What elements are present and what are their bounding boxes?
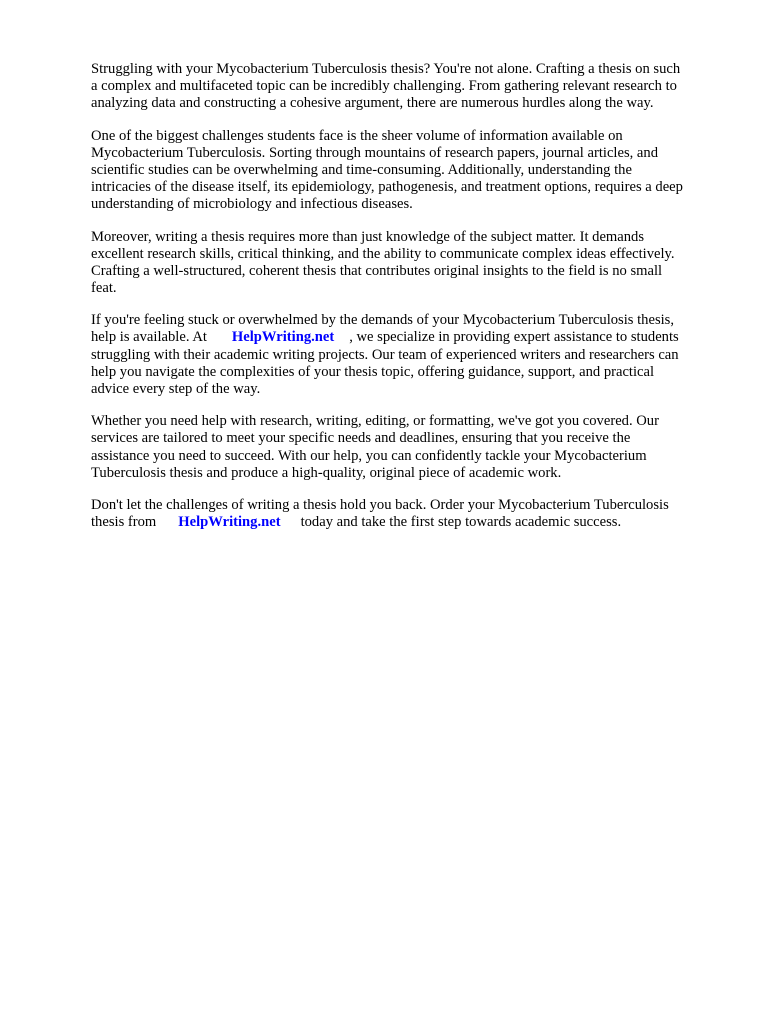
text-line: services are tailored to meet your specific needs and deadlines, ensuring that you receive the [91, 430, 631, 447]
text-line: Tuberculosis thesis and produce a high-quality, original piece of academic work. [91, 464, 562, 481]
text-line: Mycobacterium Tuberculosis. Sorting through mountains of research papers, journal articles, and [91, 144, 659, 161]
text-line: help you navigate the complexities of your thesis topic, offering guidance, support, and practical [91, 363, 655, 380]
text-line: intricacies of the disease itself, its epidemiology, pathogenesis, and treatment options, requires a deep [91, 179, 683, 196]
paragraph-help-available [91, 312, 731, 398]
paragraph-skills [91, 229, 731, 298]
text-line-with-link [91, 514, 731, 531]
paragraph-challenges [91, 128, 731, 214]
text-segment: , we specialize in providing expert assistance to students [349, 329, 679, 346]
text-line: Moreover, writing a thesis requires more than just knowledge of the subject matter. It demands [91, 228, 645, 245]
text-line: Crafting a well-structured, coherent thesis that contributes original insights to the field is no small [91, 262, 663, 279]
text-line: Struggling with your Mycobacterium Tuberculosis thesis? You're not alone. Crafting a thesis on such [91, 61, 681, 77]
text-line: excellent research skills, critical thinking, and the ability to communicate complex ideas effectively. [91, 245, 675, 262]
paragraph-call-to-action [91, 497, 731, 531]
text-line: Whether you need help with research, writing, editing, or formatting, we've got you covered. Our [91, 413, 659, 430]
text-segment: help is available. At [91, 329, 207, 346]
text-line: Don't let the challenges of writing a thesis hold you back. Order your Mycobacterium Tuberculosis [91, 496, 669, 513]
text-line: One of the biggest challenges students face is the sheer volume of information available on [91, 127, 623, 144]
text-line: If you're feeling stuck or overwhelmed by the demands of your Mycobacterium Tuberculosis thesis, [91, 312, 675, 329]
helpwriting-link[interactable]: HelpWriting.net [231, 329, 335, 346]
text-line: analyzing data and constructing a cohesive argument, there are numerous hurdles along the way. [91, 95, 654, 112]
text-line: assistance you need to succeed. With our help, you can confidently tackle your Mycobacterium [91, 447, 647, 464]
helpwriting-link[interactable]: HelpWriting.net [178, 514, 281, 531]
text-line: a complex and multifaceted topic can be incredibly challenging. From gathering relevant research to [91, 78, 677, 95]
document-body [91, 61, 731, 546]
text-segment: today and take the first step towards academic success. [300, 514, 622, 531]
text-line: struggling with their academic writing projects. Our team of experienced writers and researchers can [91, 346, 679, 363]
text-line: scientific studies can be overwhelming and time-consuming. Additionally, understanding the [91, 161, 632, 178]
paragraph-services [91, 413, 731, 482]
paragraph-intro [91, 61, 731, 113]
text-line: advice every step of the way. [91, 381, 261, 397]
text-line-with-link [91, 329, 731, 346]
text-line: feat. [91, 280, 117, 297]
text-line: understanding of microbiology and infectious diseases. [91, 196, 413, 213]
text-segment: thesis from [91, 514, 157, 531]
